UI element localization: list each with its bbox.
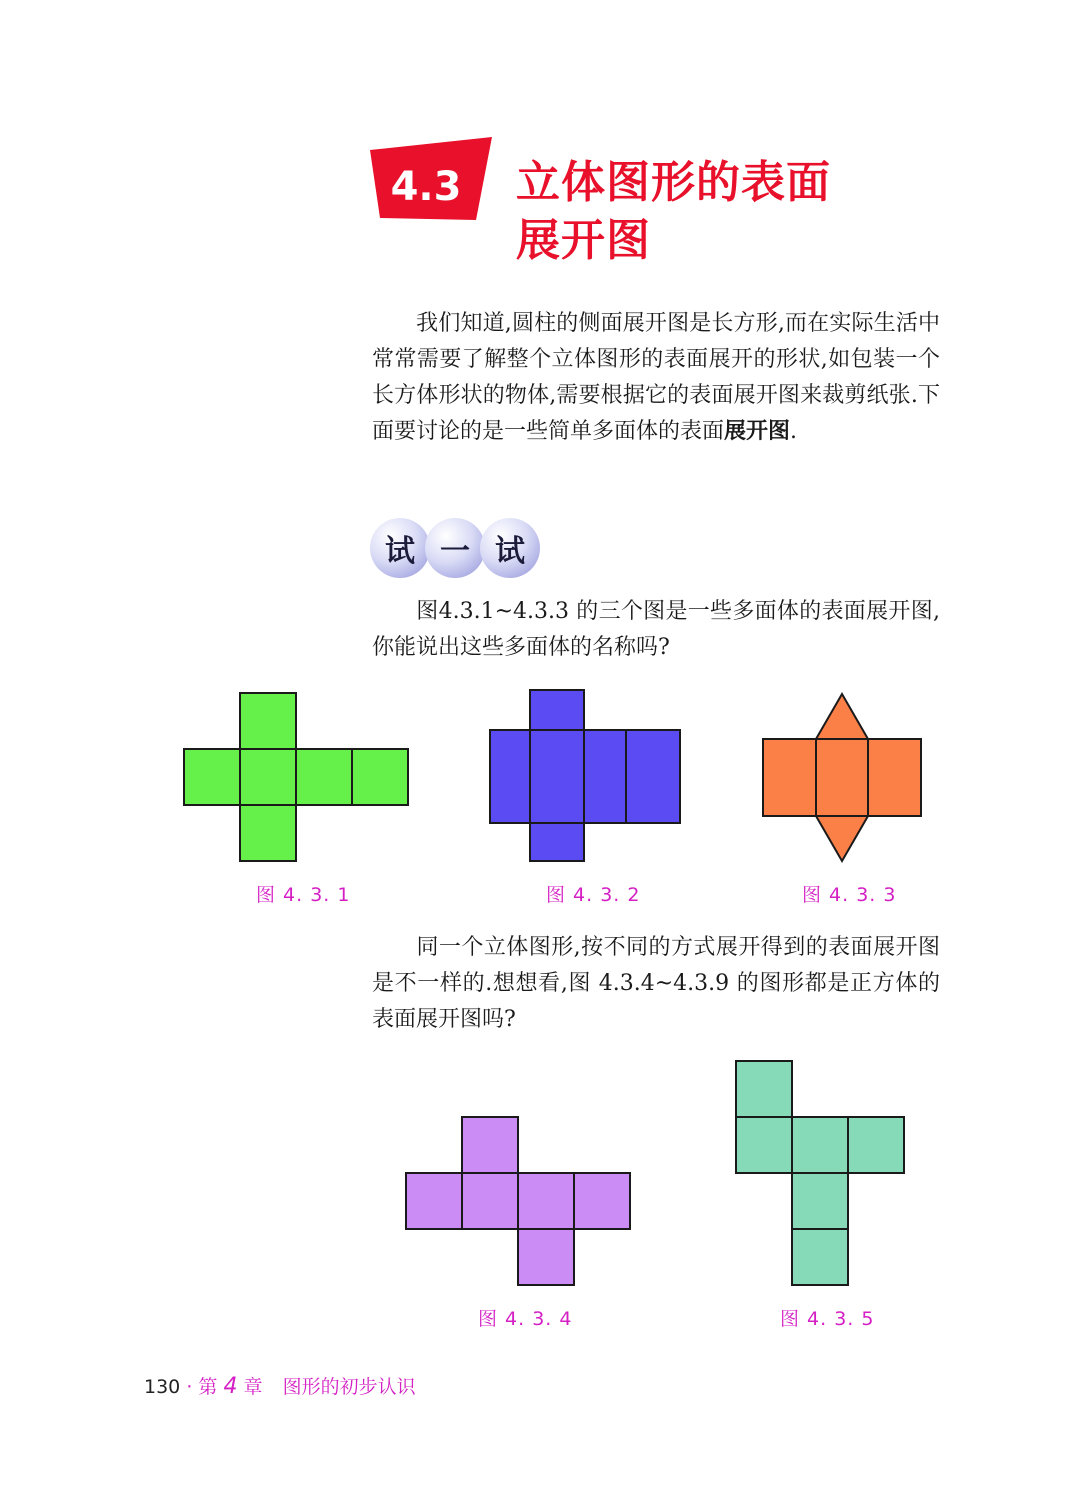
net-face bbox=[530, 823, 584, 861]
chapter-number: 4 bbox=[223, 1374, 238, 1399]
figure-4-3-5 bbox=[736, 1061, 904, 1285]
caption-4-3-3: 图 4. 3. 3 bbox=[802, 884, 897, 906]
net-face bbox=[816, 816, 868, 861]
net-face bbox=[518, 1229, 574, 1285]
chapter-suffix: 章 bbox=[243, 1376, 263, 1398]
second-paragraph bbox=[372, 930, 940, 1038]
net-face bbox=[763, 739, 816, 816]
chapter-prefix: 第 bbox=[198, 1376, 218, 1398]
intro-text: 我们知道,圆柱的侧面展开图是长方形,而在实际生活中常常需要了解整个立体图形的表面展开的形状,如包装一个长方体形状的物体,需要根据它的表面展开图来裁剪纸张.下面要讨论的是一些简单多面体的表面 bbox=[372, 311, 940, 444]
net-face bbox=[518, 1173, 574, 1229]
net-face bbox=[240, 693, 296, 749]
net-face bbox=[240, 805, 296, 861]
caption-4-3-4: 图 4. 3. 4 bbox=[478, 1308, 573, 1330]
net-face bbox=[848, 1117, 904, 1173]
section-title-line2: 展开图 bbox=[516, 215, 651, 266]
net-face bbox=[736, 1117, 792, 1173]
net-face bbox=[490, 730, 530, 823]
net-face bbox=[816, 739, 868, 816]
net-face bbox=[352, 749, 408, 805]
net-face bbox=[792, 1229, 848, 1285]
chapter-name: 图形的初步认识 bbox=[282, 1376, 416, 1398]
net-face bbox=[462, 1173, 518, 1229]
net-face bbox=[736, 1061, 792, 1117]
net-face bbox=[462, 1117, 518, 1173]
net-face bbox=[792, 1173, 848, 1229]
term-unfolding: 展开图 bbox=[724, 419, 791, 444]
footer-separator: · bbox=[186, 1376, 193, 1398]
caption-4-3-1: 图 4. 3. 1 bbox=[256, 884, 351, 906]
page-number: 130 bbox=[144, 1376, 181, 1398]
figure-4-3-3 bbox=[763, 694, 921, 861]
try-char-1: 试 bbox=[370, 518, 430, 578]
second-text: 同一个立体图形,按不同的方式展开得到的表面展开图是不一样的.想想看,图 4.3.4~4.3.9 的图形都是正方体的表面展开图吗? bbox=[372, 935, 940, 1032]
net-face bbox=[530, 690, 584, 730]
page-footer bbox=[144, 1372, 416, 1399]
net-face bbox=[574, 1173, 630, 1229]
figure-4-3-4 bbox=[406, 1117, 630, 1285]
net-face bbox=[584, 730, 626, 823]
section-number: 4.3 bbox=[390, 164, 462, 210]
caption-4-3-2: 图 4. 3. 2 bbox=[546, 884, 641, 906]
figure-4-3-2 bbox=[490, 690, 680, 861]
caption-4-3-5: 图 4. 3. 5 bbox=[780, 1308, 875, 1330]
net-face bbox=[184, 749, 240, 805]
try-text: 图4.3.1~4.3.3 的三个图是一些多面体的表面展开图,你能说出这些多面体的名称吗? bbox=[372, 599, 940, 660]
net-face bbox=[406, 1173, 462, 1229]
net-face bbox=[868, 739, 921, 816]
section-title-line1: 立体图形的表面 bbox=[516, 157, 831, 208]
net-face bbox=[530, 730, 584, 823]
net-face bbox=[792, 1117, 848, 1173]
net-face bbox=[296, 749, 352, 805]
net-face bbox=[816, 694, 868, 739]
figure-4-3-1 bbox=[184, 693, 408, 861]
try-char-3: 试 bbox=[480, 518, 540, 578]
net-face bbox=[626, 730, 680, 823]
net-face bbox=[240, 749, 296, 805]
try-char-2: 一 bbox=[425, 518, 485, 578]
intro-end: . bbox=[790, 419, 798, 444]
